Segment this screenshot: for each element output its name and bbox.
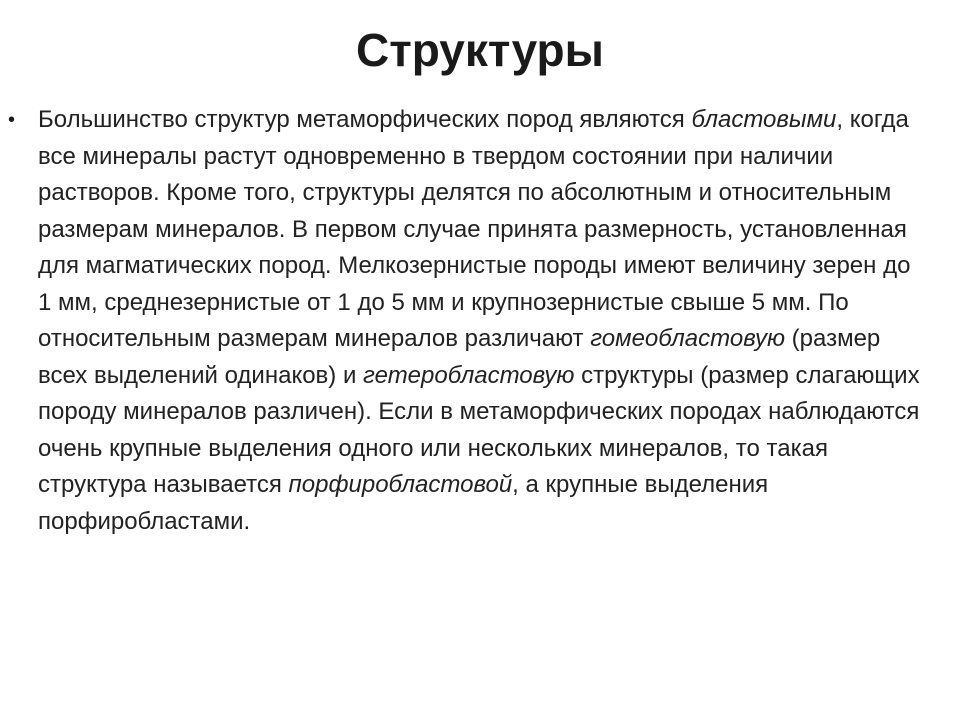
italic-term: гомеобластовую [590,325,785,352]
bullet-paragraph [38,102,920,540]
paragraph-text: (размер всех выделений одинаков) и [38,325,881,389]
bullet-item [0,102,960,540]
italic-term: бластовыми [691,106,837,133]
paragraph-text: , а крупные выделения порфиробластами. [38,471,769,535]
slide-title: Структуры [356,24,604,76]
italic-term: порфиробластовой [288,471,513,498]
paragraph-text: Большинство структур метаморфических пород являются [38,106,692,133]
paragraph-text: , когда все минералы растут одновременно в твердом состоянии при наличии растворов. Кроме того, структуры делятся по абсолютным и относительным размерам минералов. В первом случае принята размерность, установленная для магматических пород. Мелкозернистые породы имеют величину зерен до 1 мм, среднезернистые от 1 до 5 мм и крупнозернистые свыше 5 мм. По относительным размерам минералов различают [38,106,911,352]
bullet-icon: • [8,109,16,131]
slide-content [0,102,960,540]
paragraph-text: структуры (размер слагающих породу минералов различен). Если в метаморфических породах наблюдаются очень крупные выделения одного или нескольких минералов, то такая структура называется [38,361,920,498]
italic-term: гетеробластовую [363,361,575,389]
